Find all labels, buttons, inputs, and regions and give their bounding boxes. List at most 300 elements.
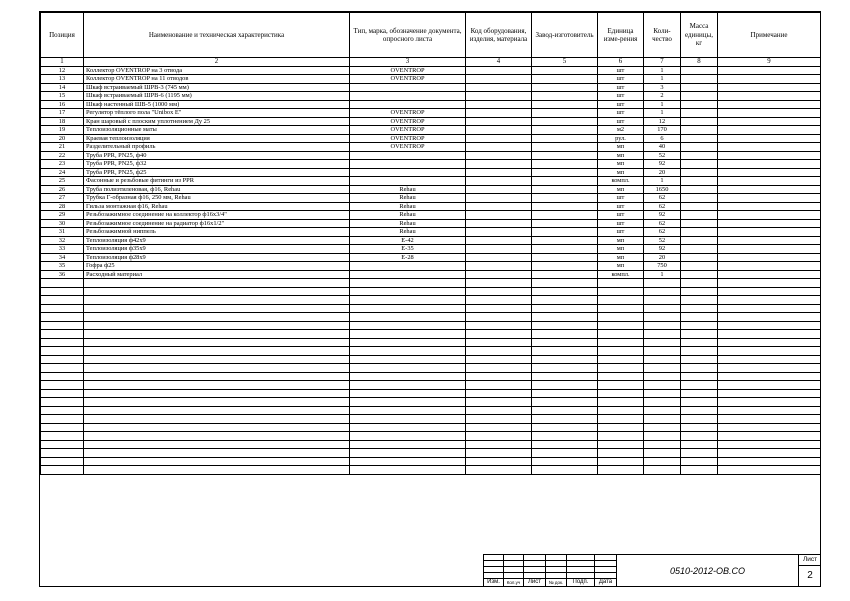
cell-unit: мп <box>598 151 644 160</box>
table-row <box>41 253 821 262</box>
cell-mass <box>681 134 718 143</box>
empty-cell <box>718 372 821 381</box>
header-pos: Позиция <box>41 13 84 58</box>
cell-name: Краевая теплоизоляция <box>84 134 350 143</box>
header-code: Код оборудования, изделия, материала <box>466 13 532 58</box>
empty-cell <box>466 381 532 390</box>
empty-cell <box>718 440 821 449</box>
cell-qty: 1 <box>644 66 681 75</box>
cell-type <box>350 151 466 160</box>
cell-name: Теплоизоляция ф35x9 <box>84 245 350 254</box>
empty-cell <box>681 389 718 398</box>
empty-cell <box>644 296 681 305</box>
empty-cell <box>718 457 821 466</box>
table-row <box>41 109 821 118</box>
cell-name: Теплоизоляция ф42x9 <box>84 236 350 245</box>
cell-code <box>466 194 532 203</box>
cell-unit: шт <box>598 83 644 92</box>
empty-table-row <box>41 415 821 424</box>
empty-table-row <box>41 296 821 305</box>
cell-pos: 20 <box>41 134 84 143</box>
table-row <box>41 262 821 271</box>
empty-table-row <box>41 355 821 364</box>
table-row <box>41 117 821 126</box>
empty-cell <box>718 398 821 407</box>
empty-cell <box>84 304 350 313</box>
empty-cell <box>84 389 350 398</box>
table-row <box>41 160 821 169</box>
empty-cell <box>466 432 532 441</box>
empty-cell <box>350 372 466 381</box>
cell-name: Фасонные и резьбовые фитинги из PPR <box>84 177 350 186</box>
cell-mass <box>681 151 718 160</box>
document-code: 0510-2012-ОВ.СО <box>617 555 799 586</box>
cell-maker <box>532 185 598 194</box>
empty-cell <box>532 304 598 313</box>
empty-cell <box>466 415 532 424</box>
empty-cell <box>84 449 350 458</box>
cell-pos: 14 <box>41 83 84 92</box>
cell-name: Шкаф встраиваемый ШРВ-6 (1195 мм) <box>84 92 350 101</box>
header-maker: Завод-изготовитель <box>532 13 598 58</box>
empty-cell <box>350 364 466 373</box>
empty-cell <box>598 321 644 330</box>
cell-unit: мп <box>598 143 644 152</box>
cell-note <box>718 83 821 92</box>
empty-cell <box>350 432 466 441</box>
cell-type: E-35 <box>350 245 466 254</box>
empty-cell <box>598 364 644 373</box>
cell-pos: 26 <box>41 185 84 194</box>
empty-cell <box>350 415 466 424</box>
empty-cell <box>41 279 84 288</box>
empty-cell <box>466 389 532 398</box>
cell-mass <box>681 109 718 118</box>
cell-name: Расходный материал <box>84 270 350 279</box>
empty-cell <box>532 398 598 407</box>
cell-type: OVENTROP <box>350 75 466 84</box>
empty-cell <box>84 415 350 424</box>
empty-cell <box>718 338 821 347</box>
empty-cell <box>644 440 681 449</box>
empty-cell <box>681 457 718 466</box>
cell-pos: 16 <box>41 100 84 109</box>
empty-cell <box>350 279 466 288</box>
drawing-sheet <box>39 11 821 587</box>
cell-note <box>718 245 821 254</box>
empty-cell <box>681 330 718 339</box>
col-number: 4 <box>466 58 532 67</box>
cell-name: Резьбозажимной ниппель <box>84 228 350 237</box>
empty-cell <box>681 313 718 322</box>
cell-code <box>466 236 532 245</box>
empty-cell <box>466 279 532 288</box>
cell-maker <box>532 168 598 177</box>
cell-maker <box>532 245 598 254</box>
empty-cell <box>644 347 681 356</box>
empty-cell <box>598 415 644 424</box>
header-note: Примечание <box>718 13 821 58</box>
cell-unit: шт <box>598 211 644 220</box>
cell-code <box>466 202 532 211</box>
empty-cell <box>681 432 718 441</box>
empty-cell <box>681 355 718 364</box>
cell-note <box>718 228 821 237</box>
table-row <box>41 228 821 237</box>
empty-cell <box>41 415 84 424</box>
cell-mass <box>681 262 718 271</box>
cell-mass <box>681 253 718 262</box>
cell-type: OVENTROP <box>350 109 466 118</box>
empty-cell <box>41 449 84 458</box>
cell-maker <box>532 151 598 160</box>
empty-cell <box>466 338 532 347</box>
col-number: 9 <box>718 58 821 67</box>
cell-code <box>466 160 532 169</box>
empty-cell <box>718 415 821 424</box>
cell-type <box>350 168 466 177</box>
cell-name: Трубка Г-образная ф16, 250 мм, Rehau <box>84 194 350 203</box>
empty-cell <box>532 457 598 466</box>
cell-maker <box>532 134 598 143</box>
cell-note <box>718 92 821 101</box>
cell-type: Rehau <box>350 185 466 194</box>
empty-cell <box>350 381 466 390</box>
cell-pos: 12 <box>41 66 84 75</box>
empty-cell <box>466 330 532 339</box>
cell-note <box>718 168 821 177</box>
cell-code <box>466 228 532 237</box>
sheet-number: 2 <box>807 570 813 581</box>
cell-code <box>466 109 532 118</box>
cell-code <box>466 253 532 262</box>
cell-qty: 20 <box>644 253 681 262</box>
cell-name: Кран шаровый с плоским уплотнением Ду 25 <box>84 117 350 126</box>
empty-cell <box>84 406 350 415</box>
empty-cell <box>598 296 644 305</box>
empty-cell <box>644 355 681 364</box>
empty-cell <box>718 355 821 364</box>
empty-cell <box>598 381 644 390</box>
empty-cell <box>644 330 681 339</box>
empty-cell <box>41 304 84 313</box>
empty-cell <box>644 338 681 347</box>
cell-type: Rehau <box>350 202 466 211</box>
cell-qty: 62 <box>644 194 681 203</box>
empty-cell <box>41 406 84 415</box>
table-row <box>41 100 821 109</box>
cell-code <box>466 92 532 101</box>
cell-name: Труба PPR, PN25, ф40 <box>84 151 350 160</box>
cell-qty: 1 <box>644 270 681 279</box>
cell-maker <box>532 109 598 118</box>
empty-cell <box>644 415 681 424</box>
empty-table-row <box>41 287 821 296</box>
empty-cell <box>532 466 598 475</box>
header-type: Тип, марка, обозначение документа, опросного листа <box>350 13 466 58</box>
cell-type: Rehau <box>350 194 466 203</box>
cell-name: Теплоизоляционные маты <box>84 126 350 135</box>
cell-unit: шт <box>598 100 644 109</box>
empty-table-row <box>41 423 821 432</box>
empty-cell <box>84 279 350 288</box>
empty-cell <box>681 406 718 415</box>
empty-cell <box>718 347 821 356</box>
empty-cell <box>598 313 644 322</box>
cell-code <box>466 219 532 228</box>
cell-name: Теплоизоляция ф28x9 <box>84 253 350 262</box>
cell-pos: 25 <box>41 177 84 186</box>
empty-cell <box>532 372 598 381</box>
cell-mass <box>681 219 718 228</box>
empty-cell <box>644 398 681 407</box>
empty-cell <box>466 355 532 364</box>
cell-code <box>466 83 532 92</box>
cell-pos: 36 <box>41 270 84 279</box>
cell-pos: 19 <box>41 126 84 135</box>
cell-name: Коллектор OVENTROP на 11 отводов <box>84 75 350 84</box>
empty-table-row <box>41 432 821 441</box>
empty-cell <box>532 381 598 390</box>
empty-cell <box>350 457 466 466</box>
cell-mass <box>681 177 718 186</box>
empty-cell <box>41 423 84 432</box>
column-number-row <box>41 58 821 67</box>
empty-cell <box>598 466 644 475</box>
cell-type: E-28 <box>350 253 466 262</box>
cell-qty: 20 <box>644 168 681 177</box>
cell-pos: 35 <box>41 262 84 271</box>
empty-cell <box>644 449 681 458</box>
cell-name: Разделительный профиль <box>84 143 350 152</box>
empty-cell <box>350 304 466 313</box>
cell-mass <box>681 83 718 92</box>
empty-table-row <box>41 321 821 330</box>
empty-cell <box>718 364 821 373</box>
cell-note <box>718 262 821 271</box>
cell-name: Резьбозажимное соединение на коллектор ф16x3/4" <box>84 211 350 220</box>
cell-pos: 30 <box>41 219 84 228</box>
empty-cell <box>84 330 350 339</box>
cell-mass <box>681 143 718 152</box>
cell-pos: 15 <box>41 92 84 101</box>
empty-cell <box>84 381 350 390</box>
empty-cell <box>84 372 350 381</box>
empty-cell <box>466 449 532 458</box>
empty-cell <box>41 457 84 466</box>
cell-type: OVENTROP <box>350 126 466 135</box>
cell-note <box>718 117 821 126</box>
cell-note <box>718 270 821 279</box>
cell-maker <box>532 270 598 279</box>
cell-unit: шт <box>598 109 644 118</box>
empty-cell <box>466 313 532 322</box>
empty-cell <box>350 296 466 305</box>
empty-cell <box>41 389 84 398</box>
stamp-podp: Подп. <box>567 579 595 586</box>
empty-table-row <box>41 457 821 466</box>
empty-cell <box>466 440 532 449</box>
empty-cell <box>466 398 532 407</box>
table-row <box>41 83 821 92</box>
empty-table-row <box>41 330 821 339</box>
cell-note <box>718 134 821 143</box>
cell-mass <box>681 75 718 84</box>
cell-mass <box>681 245 718 254</box>
cell-type <box>350 92 466 101</box>
cell-qty: 52 <box>644 236 681 245</box>
cell-mass <box>681 270 718 279</box>
cell-qty: 1650 <box>644 185 681 194</box>
empty-cell <box>532 279 598 288</box>
empty-cell <box>466 304 532 313</box>
cell-note <box>718 253 821 262</box>
empty-cell <box>350 449 466 458</box>
cell-unit: шт <box>598 92 644 101</box>
cell-name: Труба полиэтиленовая, ф16, Rehau <box>84 185 350 194</box>
empty-cell <box>598 330 644 339</box>
header-name: Наименование и техническая характеристика <box>84 13 350 58</box>
empty-cell <box>350 287 466 296</box>
empty-cell <box>681 372 718 381</box>
cell-qty: 92 <box>644 160 681 169</box>
cell-maker <box>532 177 598 186</box>
empty-cell <box>598 389 644 398</box>
empty-table-row <box>41 364 821 373</box>
cell-qty: 62 <box>644 202 681 211</box>
col-number: 6 <box>598 58 644 67</box>
empty-cell <box>466 457 532 466</box>
cell-unit: шт <box>598 194 644 203</box>
empty-cell <box>84 338 350 347</box>
empty-cell <box>718 296 821 305</box>
cell-pos: 22 <box>41 151 84 160</box>
table-row <box>41 185 821 194</box>
cell-note <box>718 160 821 169</box>
cell-mass <box>681 185 718 194</box>
empty-cell <box>644 321 681 330</box>
empty-cell <box>644 432 681 441</box>
cell-mass <box>681 117 718 126</box>
empty-table-row <box>41 372 821 381</box>
cell-maker <box>532 100 598 109</box>
specification-table <box>40 12 821 475</box>
empty-cell <box>718 279 821 288</box>
stamp-data: Дата <box>595 579 617 586</box>
cell-code <box>466 100 532 109</box>
cell-code <box>466 117 532 126</box>
empty-table-row <box>41 279 821 288</box>
cell-type: OVENTROP <box>350 117 466 126</box>
empty-cell <box>84 457 350 466</box>
col-number: 8 <box>681 58 718 67</box>
stamp-n-dok: № док. <box>546 579 567 586</box>
cell-maker <box>532 66 598 75</box>
cell-mass <box>681 66 718 75</box>
cell-note <box>718 194 821 203</box>
empty-cell <box>681 423 718 432</box>
empty-cell <box>41 364 84 373</box>
empty-cell <box>718 330 821 339</box>
empty-cell <box>350 406 466 415</box>
table-row <box>41 66 821 75</box>
empty-cell <box>84 432 350 441</box>
cell-mass <box>681 194 718 203</box>
cell-code <box>466 262 532 271</box>
cell-unit: шт <box>598 228 644 237</box>
empty-cell <box>598 457 644 466</box>
table-row <box>41 151 821 160</box>
cell-maker <box>532 262 598 271</box>
cell-unit: шт <box>598 66 644 75</box>
empty-cell <box>598 355 644 364</box>
empty-cell <box>532 296 598 305</box>
cell-code <box>466 211 532 220</box>
cell-qty: 12 <box>644 117 681 126</box>
col-number: 7 <box>644 58 681 67</box>
cell-maker <box>532 92 598 101</box>
empty-cell <box>350 313 466 322</box>
empty-cell <box>466 466 532 475</box>
empty-cell <box>718 466 821 475</box>
cell-maker <box>532 83 598 92</box>
table-body <box>41 66 821 474</box>
cell-code <box>466 126 532 135</box>
empty-cell <box>644 313 681 322</box>
header-unit: Единица изме-рения <box>598 13 644 58</box>
cell-name: Шкаф встраиваемый ШРВ-3 (745 мм) <box>84 83 350 92</box>
cell-note <box>718 100 821 109</box>
cell-unit: м2 <box>598 126 644 135</box>
cell-code <box>466 270 532 279</box>
cell-qty: 3 <box>644 83 681 92</box>
empty-cell <box>718 381 821 390</box>
cell-mass <box>681 211 718 220</box>
empty-cell <box>532 355 598 364</box>
empty-cell <box>84 347 350 356</box>
empty-cell <box>598 279 644 288</box>
empty-cell <box>598 304 644 313</box>
table-row <box>41 134 821 143</box>
empty-cell <box>84 466 350 475</box>
empty-cell <box>41 398 84 407</box>
cell-type: Rehau <box>350 228 466 237</box>
empty-table-row <box>41 338 821 347</box>
empty-cell <box>532 330 598 339</box>
cell-pos: 28 <box>41 202 84 211</box>
cell-unit: мп <box>598 168 644 177</box>
empty-cell <box>644 372 681 381</box>
cell-unit: компл. <box>598 270 644 279</box>
empty-cell <box>350 398 466 407</box>
empty-cell <box>681 398 718 407</box>
empty-cell <box>718 304 821 313</box>
cell-code <box>466 245 532 254</box>
sheet-label: Лист <box>799 555 821 566</box>
cell-name: Регулятор тёплого пола "Unibox E" <box>84 109 350 118</box>
empty-cell <box>681 321 718 330</box>
cell-type: OVENTROP <box>350 143 466 152</box>
empty-cell <box>681 381 718 390</box>
cell-qty: 6 <box>644 134 681 143</box>
cell-type: OVENTROP <box>350 66 466 75</box>
cell-pos: 31 <box>41 228 84 237</box>
cell-pos: 34 <box>41 253 84 262</box>
empty-cell <box>41 347 84 356</box>
empty-cell <box>41 296 84 305</box>
empty-cell <box>41 355 84 364</box>
cell-qty: 1 <box>644 177 681 186</box>
